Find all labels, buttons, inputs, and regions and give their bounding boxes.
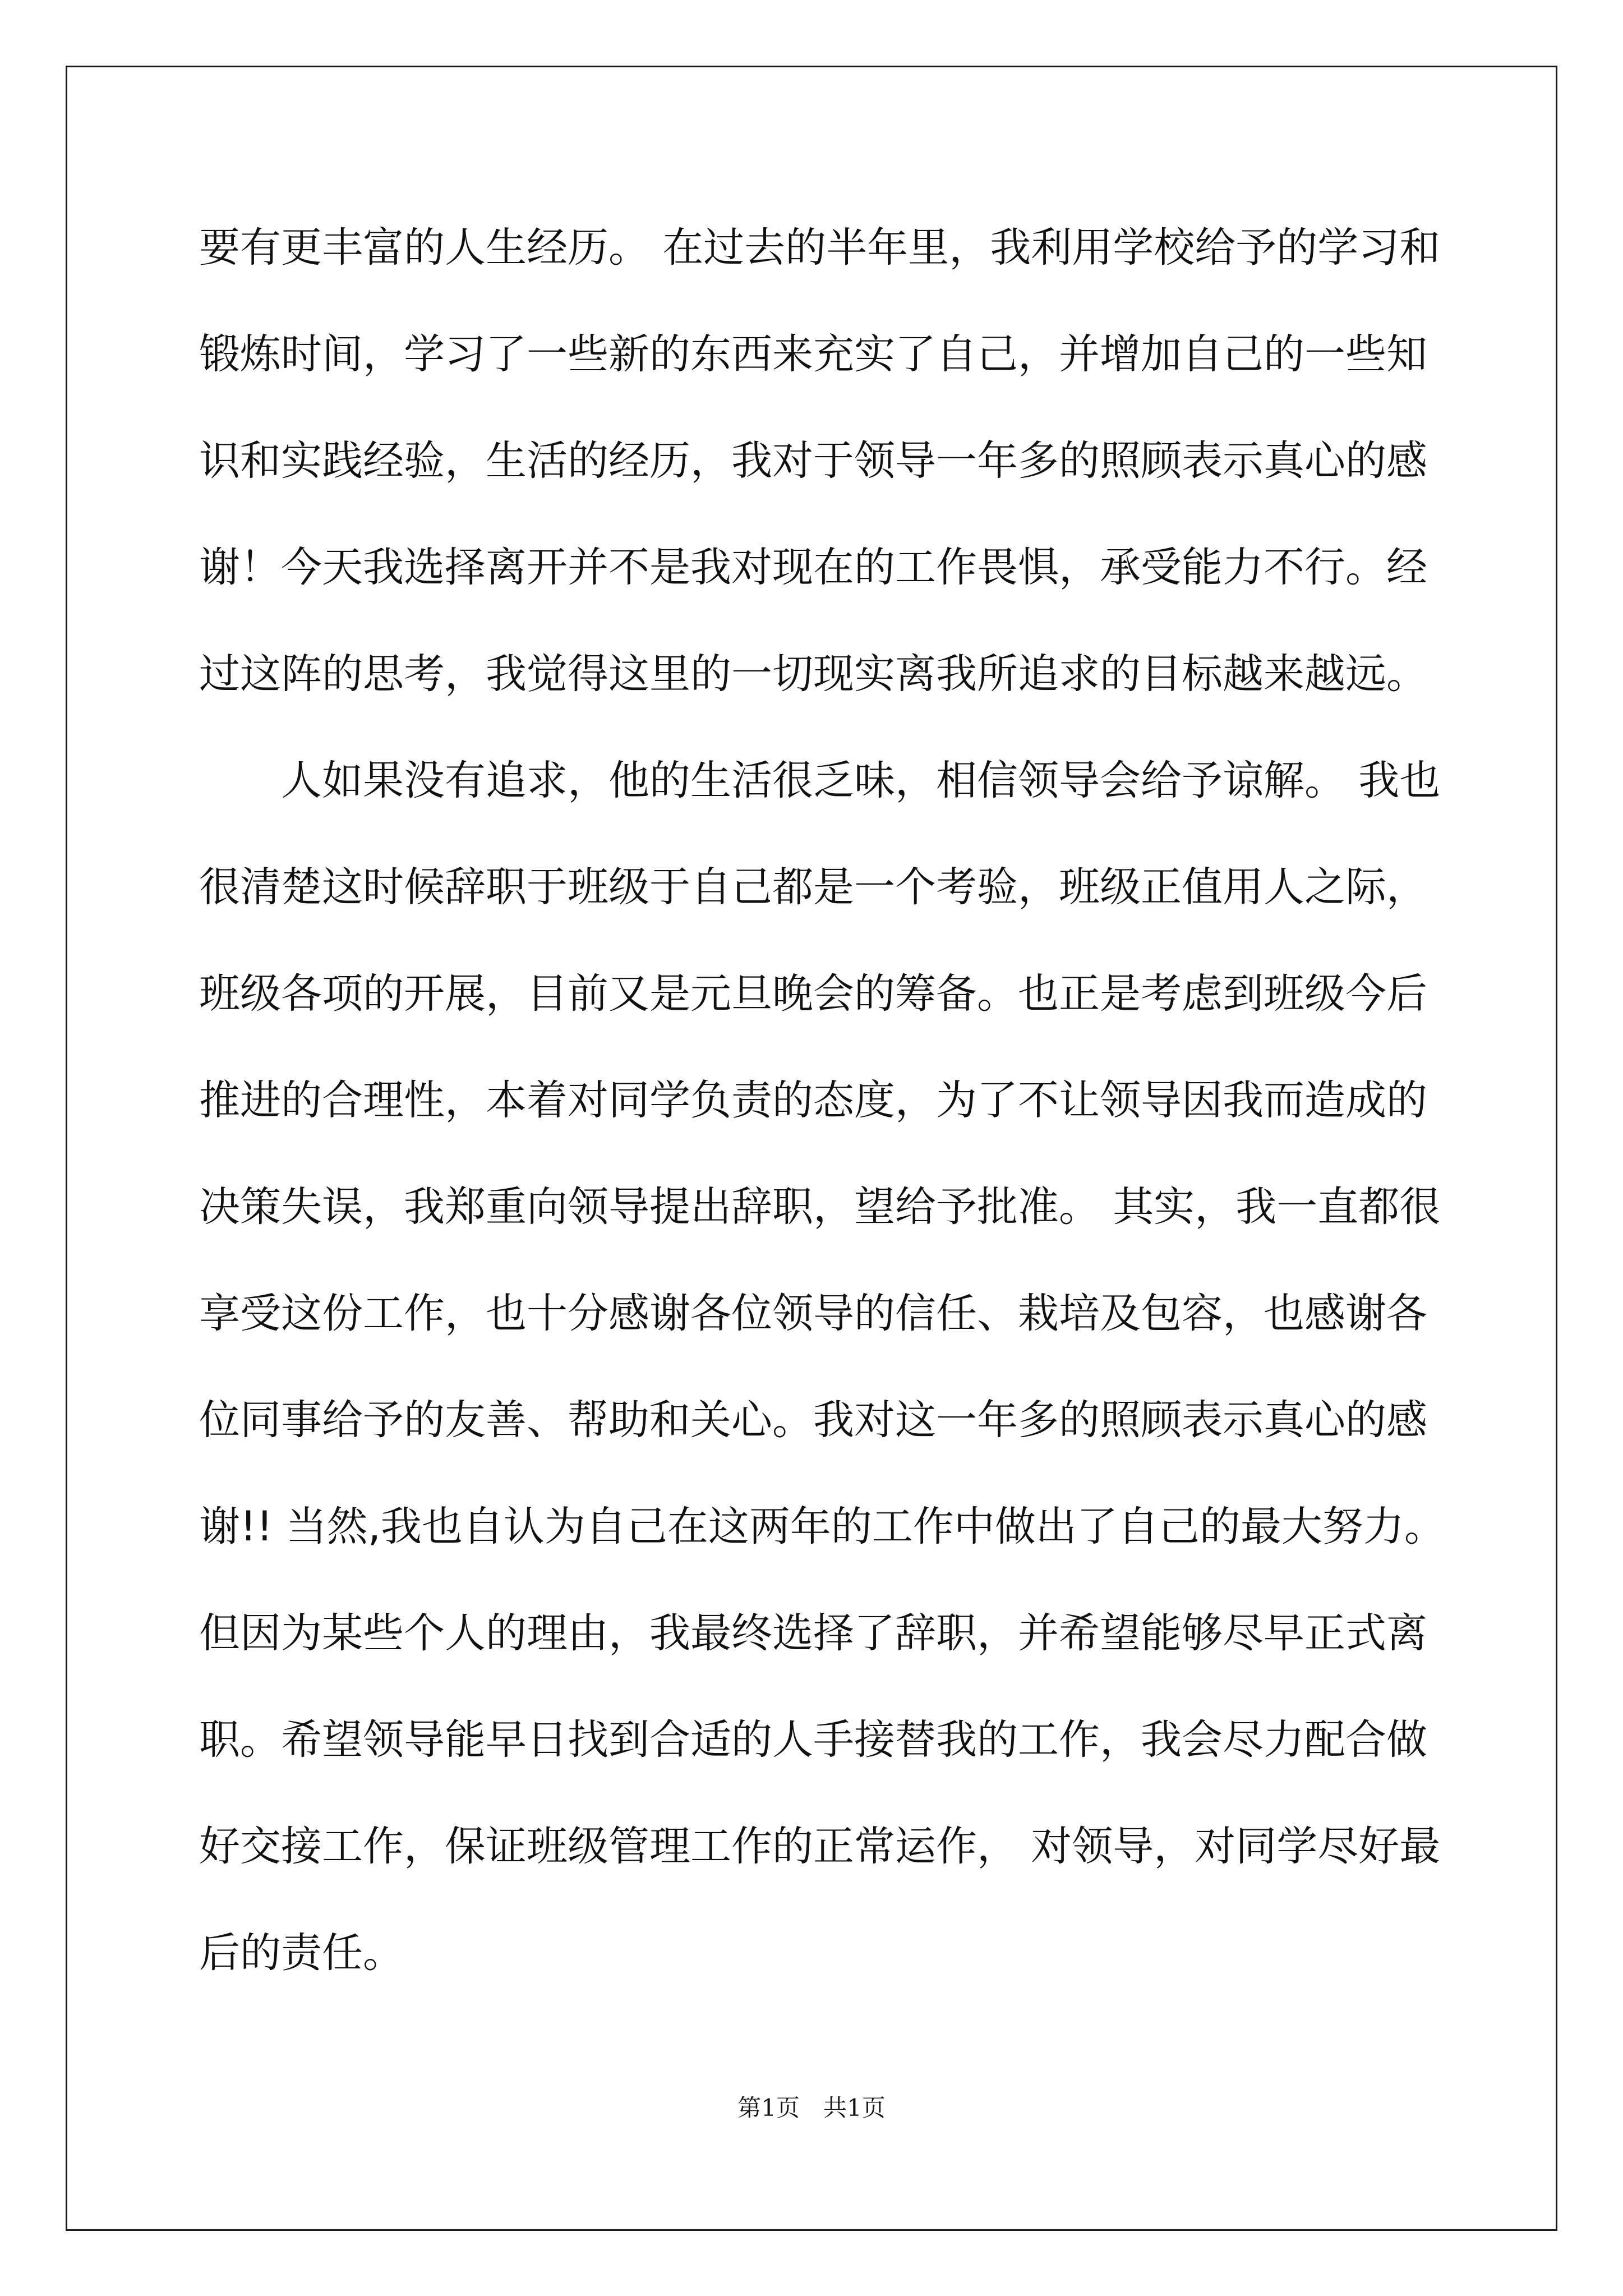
text-line: 班级各项的开展，目前又是元旦晚会的筹备。也正是考虑到班级今后 (199, 970, 1427, 1018)
text-line: 好交接工作，保证班级管理工作的正常运作， 对领导，对同学尽好最 (199, 1823, 1441, 1870)
text-line: 过这阵的思考，我觉得这里的一切现实离我所追求的目标越来越远。 (199, 650, 1427, 698)
page-number-footer: 第1页 共1页 (737, 2094, 886, 2122)
text-line: 后的责任。 (199, 1929, 404, 1977)
text-line: 推进的合理性，本着对同学负责的态度，为了不让领导因我而造成的 (199, 1076, 1427, 1124)
text-line: 人如果没有追求，他的生活很乏味，相信领导会给予谅解。 我也 (199, 757, 1441, 804)
text-line: 谢!! 当然,我也自认为自己在这两年的工作中做出了自己的最大努力。 (199, 1503, 1445, 1550)
text-line: 很清楚这时候辞职于班级于自己都是一个考验，班级正值用人之际， (199, 863, 1427, 911)
text-line: 位同事给予的友善、帮助和关心。我对这一年多的照顾表示真心的感 (199, 1396, 1427, 1444)
text-line: 谢！今天我选择离开并不是我对现在的工作畏惧，承受能力不行。经 (199, 544, 1427, 591)
text-line: 但因为某些个人的理由，我最终选择了辞职，并希望能够尽早正式离 (199, 1609, 1427, 1657)
text-line: 锻炼时间，学习了一些新的东西来充实了自己，并增加自己的一些知 (199, 330, 1427, 378)
text-line: 决策失误，我郑重向领导提出辞职，望给予批准。 其实，我一直都很 (199, 1183, 1441, 1231)
page-border (66, 66, 1557, 2231)
text-line: 要有更丰富的人生经历。 在过去的半年里，我利用学校给予的学习和 (199, 224, 1441, 272)
text-line: 享受这份工作，也十分感谢各位领导的信任、栽培及包容，也感谢各 (199, 1290, 1427, 1337)
text-line: 识和实践经验，生活的经历，我对于领导一年多的照顾表示真心的感 (199, 437, 1427, 485)
text-line: 职。希望领导能早日找到合适的人手接替我的工作，我会尽力配合做 (199, 1716, 1427, 1764)
